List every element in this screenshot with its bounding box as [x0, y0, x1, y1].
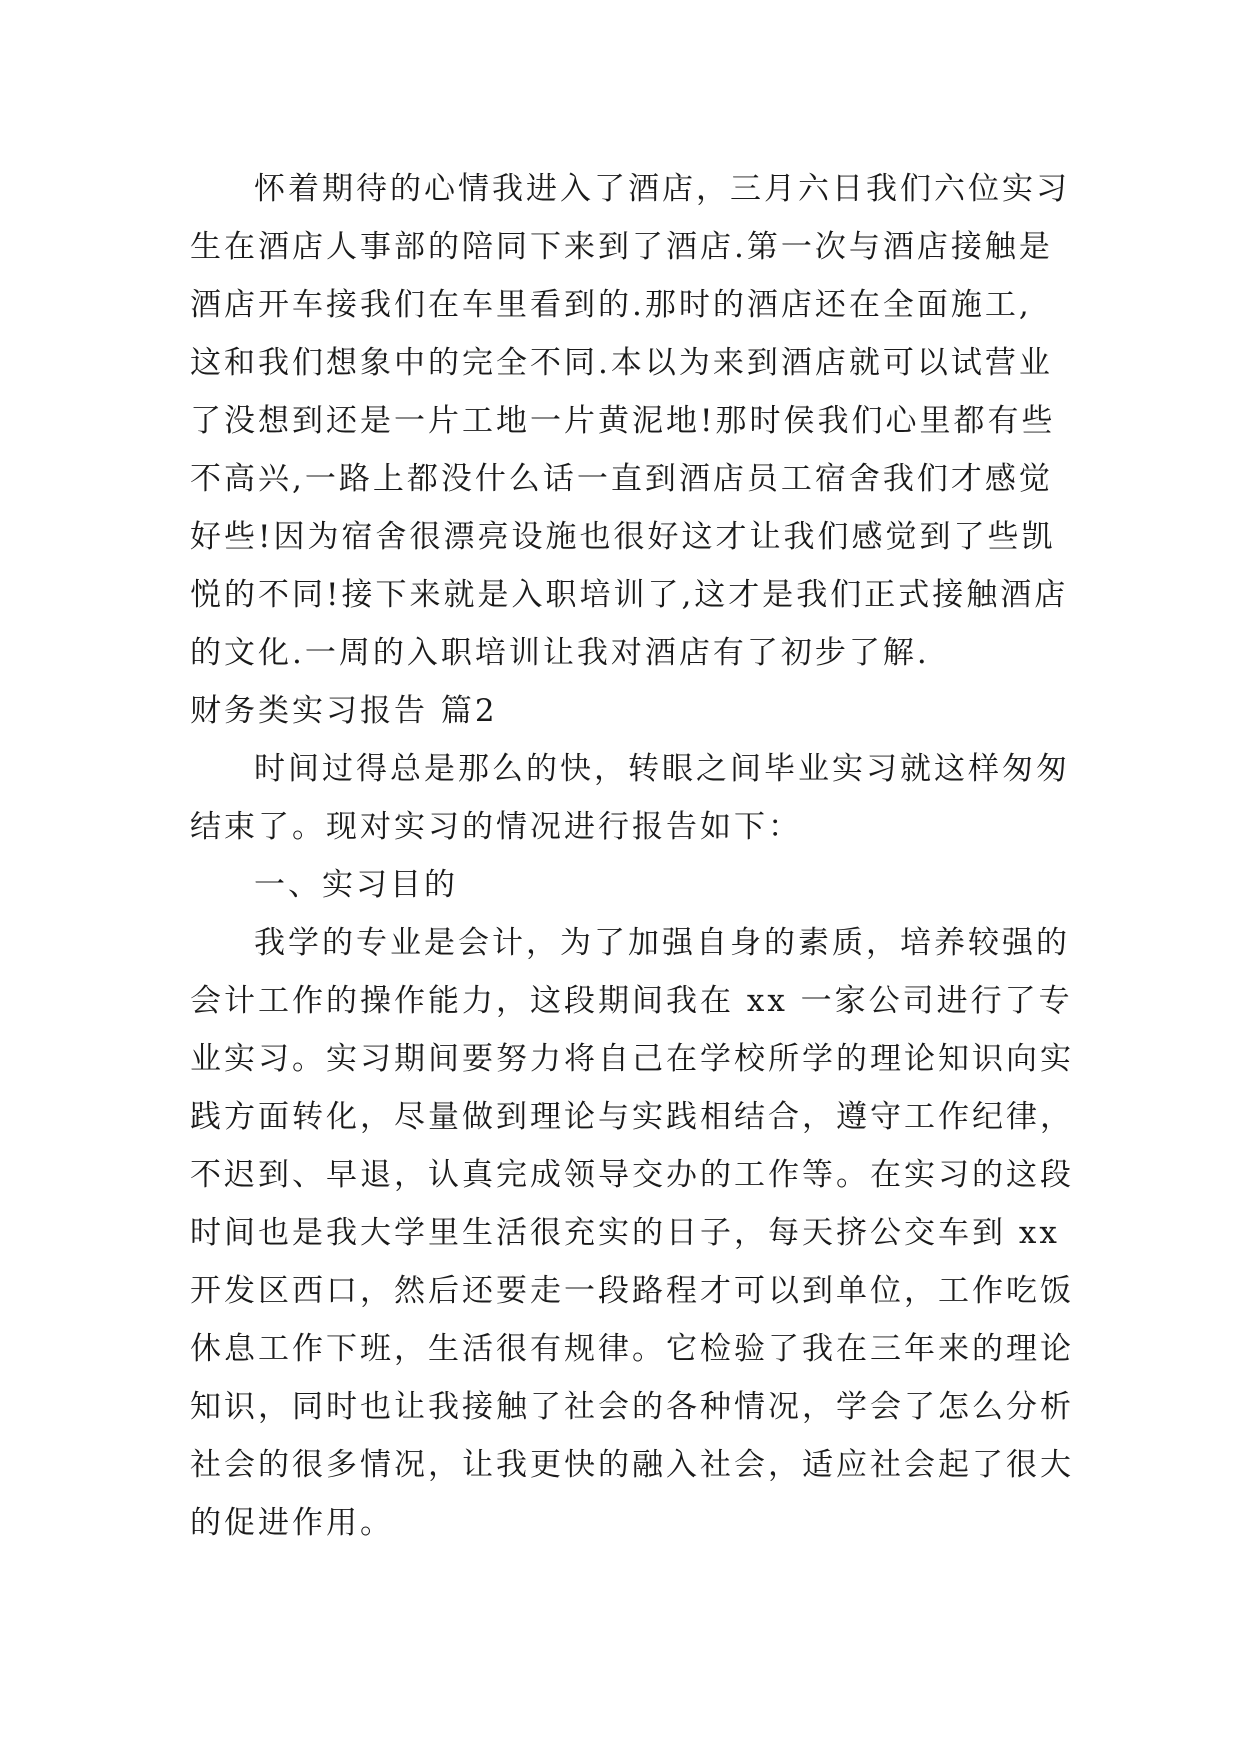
paragraph-line: 时间也是我大学里生活很充实的日子，每天挤公交车到 xx [190, 1215, 1060, 1251]
paragraph-line: 结束了。现对实习的情况进行报告如下： [190, 809, 802, 845]
paragraph-line: 我学的专业是会计，为了加强自身的素质，培养较强的 [254, 925, 1070, 961]
paragraph-line: 时间过得总是那么的快，转眼之间毕业实习就这样匆匆 [254, 751, 1070, 787]
paragraph-line: 怀着期待的心情我进入了酒店，三月六日我们六位实习 [254, 171, 1070, 207]
paragraph-line: 社会的很多情况，让我更快的融入社会，适应社会起了很大 [190, 1447, 1074, 1483]
paragraph-line: 践方面转化，尽量做到理论与实践相结合，遵守工作纪律， [190, 1099, 1074, 1135]
paragraph-line: 酒店开车接我们在车里看到的.那时的酒店还在全面施工, [190, 287, 1032, 323]
paragraph-line: 休息工作下班，生活很有规律。它检验了我在三年来的理论 [190, 1331, 1074, 1367]
document-body [190, 160, 1074, 1552]
paragraph-line: 不迟到、早退，认真完成领导交办的工作等。在实习的这段 [190, 1157, 1074, 1193]
paragraph-line: 了没想到还是一片工地一片黄泥地!那时侯我们心里都有些 [190, 403, 1056, 439]
paragraph-line: 的促进作用。 [190, 1505, 394, 1541]
paragraph-line: 业实习。实习期间要努力将自己在学校所学的理论知识向实 [190, 1041, 1074, 1077]
subsection-heading: 一、实习目的 [254, 867, 458, 903]
paragraph-line: 好些!因为宿舍很漂亮设施也很好这才让我们感觉到了些凯 [190, 519, 1056, 555]
paragraph-line: 会计工作的操作能力，这段期间我在 xx 一家公司进行了专 [190, 983, 1073, 1019]
paragraph-line: 这和我们想象中的完全不同.本以为来到酒店就可以试营业 [190, 345, 1053, 381]
paragraph-line: 悦的不同!接下来就是入职培训了,这才是我们正式接触酒店 [190, 577, 1069, 613]
section-heading: 财务类实习报告 篇2 [190, 693, 498, 729]
paragraph-line: 知识，同时也让我接触了社会的各种情况，学会了怎么分析 [190, 1389, 1074, 1425]
paragraph-line: 开发区西口，然后还要走一段路程才可以到单位，工作吃饭 [190, 1273, 1074, 1309]
paragraph-line: 不高兴,一路上都没什么话一直到酒店员工宿舍我们才感觉 [190, 461, 1053, 497]
paragraph-line: 的文化.一周的入职培训让我对酒店有了初步了解. [190, 635, 930, 671]
paragraph-line: 生在酒店人事部的陪同下来到了酒店.第一次与酒店接触是 [190, 229, 1053, 265]
